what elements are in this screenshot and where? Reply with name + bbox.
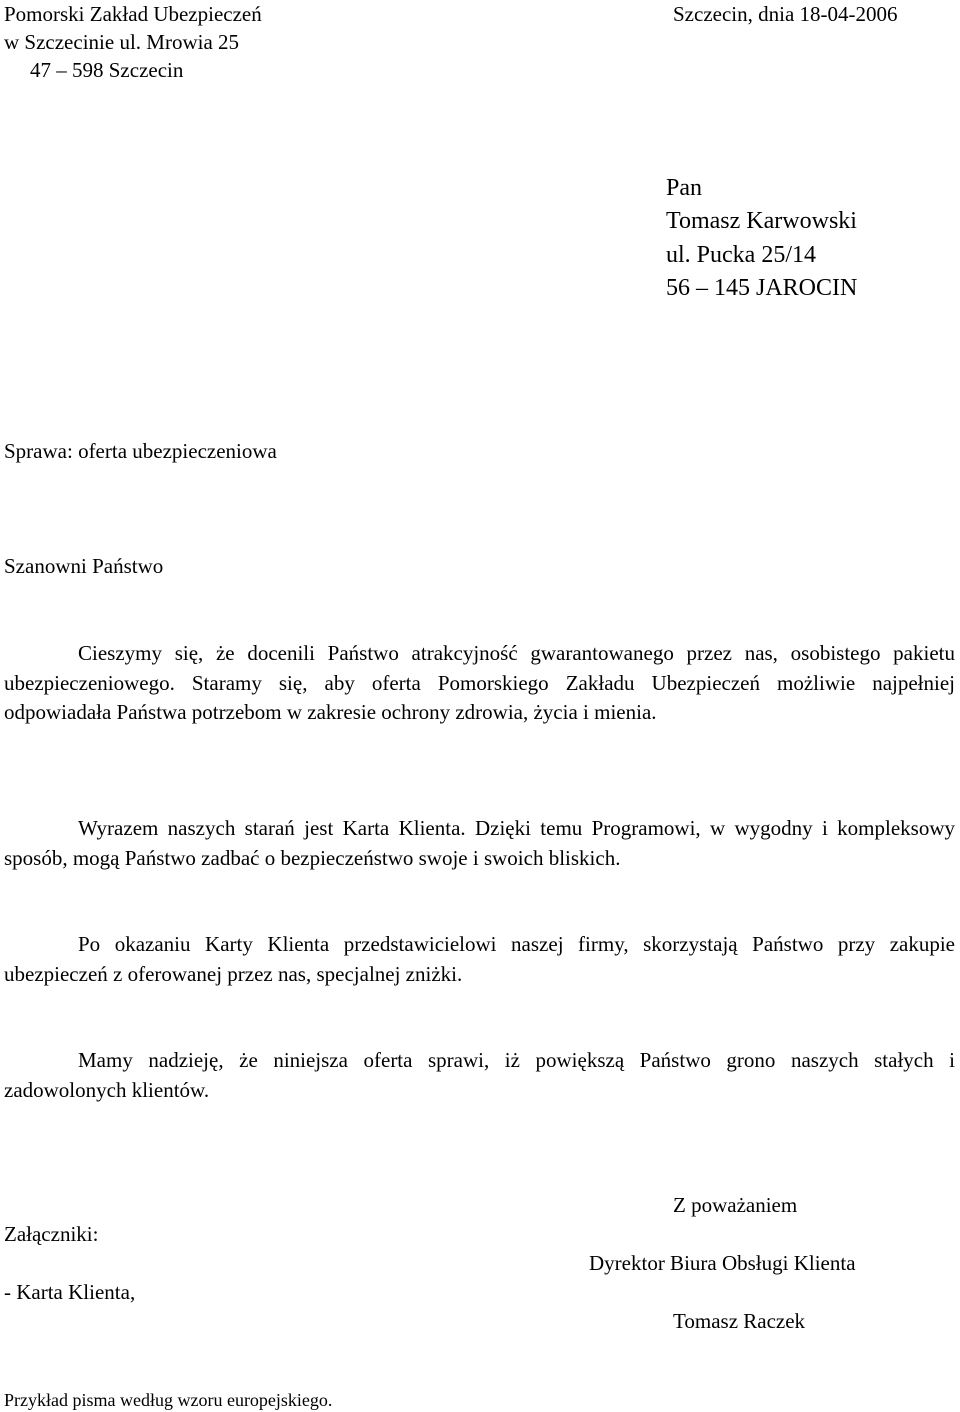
date-place: Szczecin, dnia 18-04-2006 [673,2,898,26]
subject-line: Sprawa: oferta ubezpieczeniowa [4,439,277,463]
footer-note: Przykład pisma według wzoru europejskiego. [4,1390,333,1410]
body-paragraph-1-text: Cieszymy się, że docenili Państwo atrakcyjność gwarantowanego przez nas, osobistego pakietu ubezpieczeniowego. Staramy się, aby oferta Pomorskiego Zakładu Ubezpieczeń możliwie najpełniej odpowiadała Państwa potrzebom w zakresie ochrony zdrowia, życia i mienia. [4,641,955,724]
body-paragraph-4 [4,1046,955,1105]
recipient-name: Tomasz Karwowski [666,208,857,234]
salutation: Szanowni Państwo [4,554,164,578]
body-paragraph-3 [4,930,955,989]
body-paragraph-2 [4,814,955,873]
recipient-street: ul. Pucka 25/14 [666,242,816,268]
closing-name: Tomasz Raczek [673,1309,806,1333]
recipient-city: 56 – 145 JAROCIN [666,275,858,301]
body-paragraph-3-text: Po okazaniu Karty Klienta przedstawicielowi naszej firmy, skorzystają Państwo przy zakupie ubezpieczeń z oferowanej przez nas, specjalnej zniżki. [4,932,955,986]
attachments-label: Załączniki: [4,1222,99,1246]
body-paragraph-1 [4,639,955,728]
sender-line-1: Pomorski Zakład Ubezpieczeń [4,2,262,26]
body-paragraph-2-text: Wyrazem naszych starań jest Karta Klienta. Dzięki temu Programowi, w wygodny i kompleksowy sposób, mogą Państwo zadbać o bezpieczeństwo swoje i swoich bliskich. [4,816,955,870]
attachments-item: - Karta Klienta, [4,1280,136,1304]
recipient-title: Pan [666,175,702,201]
closing-greeting: Z poważaniem [673,1193,798,1217]
closing-position: Dyrektor Biura Obsługi Klienta [589,1251,856,1275]
sender-line-3: 47 – 598 Szczecin [30,58,184,82]
sender-line-2: w Szczecinie ul. Mrowia 25 [4,30,240,54]
body-paragraph-4-text: Mamy nadzieję, że niniejsza oferta sprawi, iż powiększą Państwo grono naszych stałych i zadowolonych klientów. [4,1048,955,1102]
